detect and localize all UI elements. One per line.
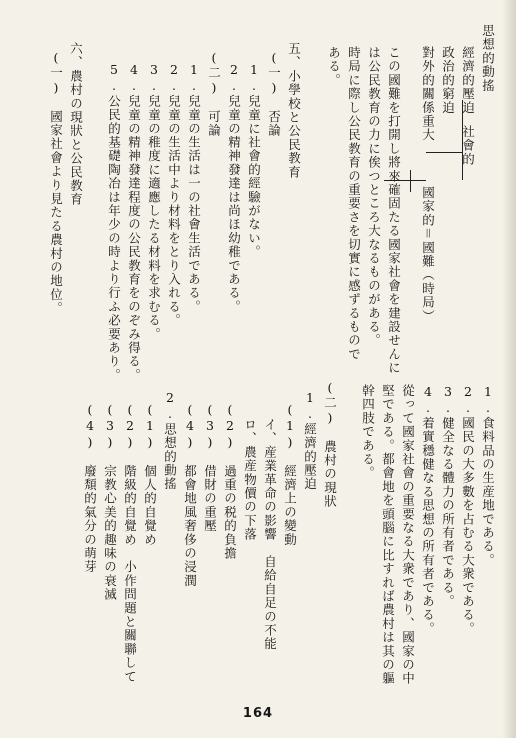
text-line: 2.國民の大多數を占むる大衆である。 (460, 384, 476, 636)
text-line: 4.兒童の精神發達程度の公民教育をのぞみ得る。 (126, 62, 142, 383)
text-line: 幹四肢である。 (360, 384, 376, 480)
brace-label: 國家的＝國難（時局） (420, 186, 436, 323)
brace-line (410, 170, 411, 192)
text-line: (一) 否論 (266, 50, 282, 138)
section-heading: 六、農村の現狀と公民教育 (68, 42, 84, 207)
page-edge-shadow (502, 0, 516, 738)
text-line: (一) 國家社會より見たる農村の地位。 (48, 50, 64, 316)
text-line: (4) 廢頽的氣分の萌芽 (82, 402, 98, 574)
text-line: 思想的動搖 (480, 24, 496, 93)
text-line: (1) 個人的自覺め (142, 402, 158, 547)
text-line: (1) 經濟上の變動 (282, 402, 298, 547)
text-line: 2.思想的動搖 (162, 390, 178, 491)
text-line: 時局に際し公民教育の重要さを切實に感ずるもので (346, 46, 362, 362)
text-line: (3) 宗教心美的趣味の衰滅 (102, 402, 118, 602)
page-number: 164 (242, 706, 274, 721)
text-line: (2) 過重の税的負擔 (222, 402, 238, 561)
text-line: ある。 (326, 46, 342, 88)
text-line: (3) 借財の重壓 (202, 402, 218, 533)
brace-line (426, 152, 462, 153)
text-line: (2) 階級的自覺め 小作問題と關聯して (122, 402, 138, 684)
text-line: (二) 可論 (206, 50, 222, 138)
text-line: 1.經濟的壓迫 (302, 390, 318, 491)
text-line: 經濟的壓迫 (460, 46, 476, 115)
text-line: イ、産業革命の影響 自給自足の不能 (262, 418, 278, 651)
text-line: 2.兒童の生活中より材料をとり入れる。 (166, 62, 182, 328)
text-line: 1.兒童の生活は一の社會生活である。 (186, 62, 202, 314)
text-line: 從って國家社會の重要なる大衆であり、國家の中 (400, 384, 416, 686)
text-line: (4) 都會地風奢侈の浸潤 (182, 402, 198, 588)
text-line: 3.健全なる體力の所有者である。 (440, 384, 456, 609)
text-line: 2.兒童の精神發達は尚ほ幼稚である。 (226, 62, 242, 314)
text-line: 對外的關係重大 (420, 46, 436, 142)
text-line: ロ、農産物價の下落 (242, 418, 258, 542)
text-line: は公民教育の力に俟つところ大なるものがある。 (366, 46, 382, 348)
text-line: 堅である。都會地を頭腦に比すれば農村は其の軀 (380, 384, 396, 686)
subsection-heading: (二) 農村の現狀 (322, 380, 338, 509)
text-line: 1.食料品の生産地である。 (480, 384, 496, 568)
text-line: 4.着實穩健なる思想の所有者である。 (420, 384, 436, 636)
brace-label: 社會的 (460, 125, 476, 167)
text-line: 5.公民的基礎陶冶は年少の時より行ふ必要あり。 (106, 62, 122, 383)
text-line: 3.兒童の稚度に適應したる材料を求むる。 (146, 62, 162, 341)
section-heading: 五、小學校と公民教育 (286, 42, 302, 179)
text-line: 政治的窮迫 (440, 46, 456, 115)
text-line: この國難を打開し將來確固たる國家社會を建設せんに (386, 46, 402, 375)
text-line: 1.兒童に社會的經驗がない。 (246, 62, 262, 259)
